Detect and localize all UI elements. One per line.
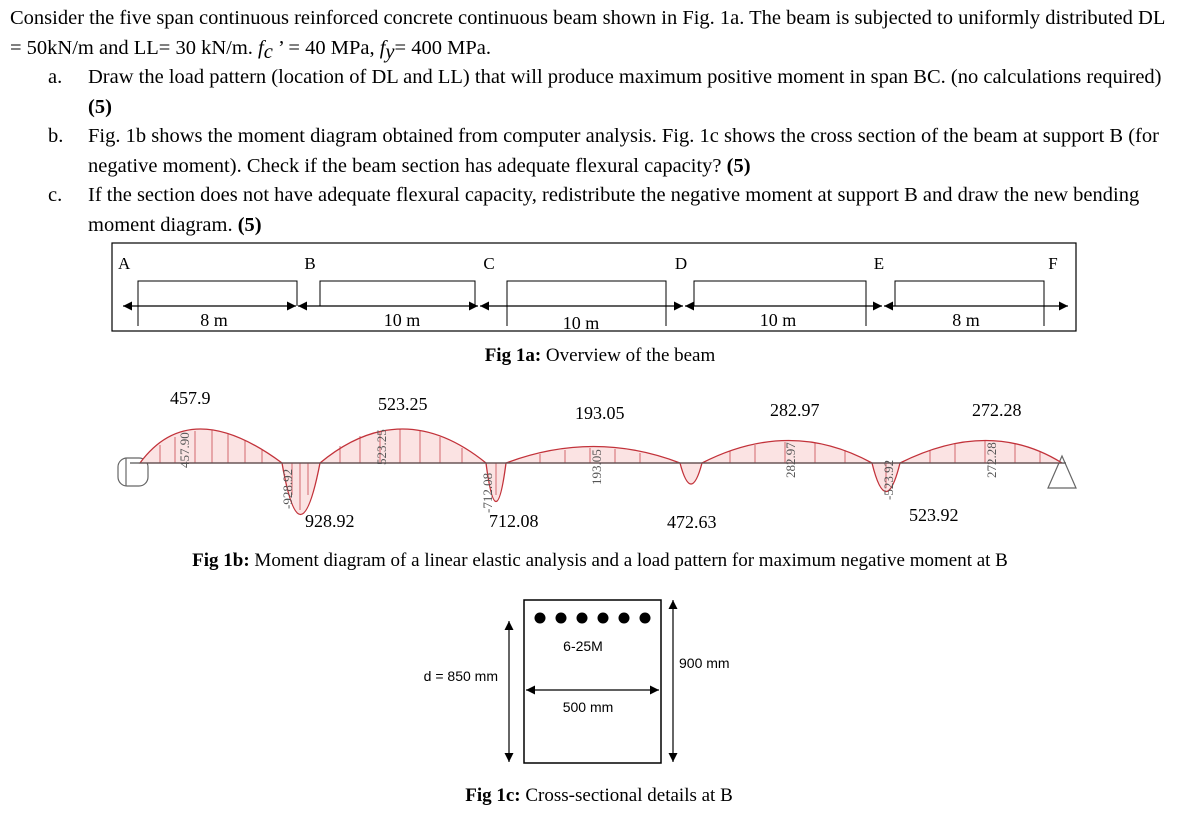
question-marks: (5): [726, 154, 751, 177]
fig1c-caption: [465, 785, 733, 806]
moment-value-b: 928.92: [305, 511, 355, 531]
fig1b-caption-label: Fig 1b:: [192, 550, 250, 571]
positive-lobe-ab: [140, 429, 282, 463]
height-label: 900 mm: [679, 655, 730, 671]
rebar-6: [640, 613, 651, 624]
rebar-5: [619, 613, 630, 624]
rotated-label-c: -712.08: [480, 472, 495, 513]
depth-label: d = 850 mm: [423, 668, 498, 684]
fig1b-caption-text: Moment diagram of a linear elastic analysis and a load pattern for maximum negative moment at B: [249, 550, 1008, 571]
rotated-label-bc: 523.25: [374, 429, 389, 465]
rebar-1: [535, 613, 546, 624]
fig1b-moment-diagram: [118, 388, 1076, 571]
intro-text: Consider the five span continuous reinforced concrete continuous beam shown in Fig. 1a. The beam is subjected to uniformly distributed DL = 50kN/m and LL= 30 kN/m.: [10, 7, 1165, 59]
list-marker: b.: [48, 125, 64, 147]
moment-value-bc: 523.25: [378, 394, 428, 414]
question-marks: (5): [88, 95, 112, 118]
question-text: Fig. 1b shows the moment diagram obtained from computer analysis. Fig. 1c shows the cross section of the beam at support B (for negative moment). Check if the beam section has adequate flexural capacity?: [88, 125, 1159, 177]
fig1a-caption: [485, 345, 716, 366]
moment-value-de: 282.97: [770, 400, 820, 420]
fc-subscript: c: [263, 40, 273, 63]
span-length-cd: 10 m: [562, 313, 600, 333]
fig1c-caption-text: Cross-sectional details at B: [520, 785, 733, 806]
support-label-d: D: [674, 254, 688, 273]
span-box-bc: [320, 281, 475, 306]
span-length-ab: 8 m: [200, 310, 228, 330]
fig1c-cross-section: [424, 600, 733, 806]
rotated-label-de: 282.97: [783, 442, 798, 478]
fig1a-beam-overview: [112, 243, 1076, 366]
rotated-label-ab: 457.90: [177, 432, 192, 468]
list-marker: c.: [48, 184, 63, 206]
fig1b-caption: [192, 550, 1008, 571]
fy-symbol: f: [379, 36, 386, 59]
fc-value: ’ = 40 MPa,: [272, 36, 380, 59]
negative-lobe-d: [680, 463, 702, 484]
support-label-c: C: [483, 254, 495, 273]
fy-subscript: y: [385, 40, 395, 63]
question-text: Draw the load pattern (location of DL and LL) that will produce maximum positive moment in span BC. (no calculations required): [88, 66, 1162, 88]
section-dimensions: [509, 600, 673, 762]
support-label-a: A: [118, 254, 131, 273]
moment-value-d: 472.63: [667, 512, 717, 532]
fc-symbol: f: [258, 36, 264, 59]
span-length-de: 10 m: [759, 310, 797, 330]
moment-value-e: 523.92: [909, 505, 959, 525]
moment-value-c: 712.08: [489, 511, 539, 531]
support-label-f: F: [1048, 254, 1058, 273]
span-length-bc: 10 m: [383, 310, 421, 330]
moment-value-ef: 272.28: [972, 400, 1022, 420]
fig1c-caption-label: Fig 1c:: [465, 785, 521, 806]
rotated-label-b: -928.92: [280, 468, 295, 509]
support-label-e: E: [873, 254, 885, 273]
section-outline: [524, 600, 661, 763]
rotated-label-e: -523.92: [881, 459, 896, 500]
positive-lobe-bc: [320, 429, 486, 463]
support-label-b: B: [304, 254, 316, 273]
fig1a-caption-label: Fig 1a:: [484, 345, 542, 366]
rotated-label-cd: 193.05: [589, 449, 604, 485]
moment-value-ab: 457.9: [170, 388, 211, 408]
moment-value-cd: 193.05: [575, 403, 625, 423]
rebar-group: [535, 613, 651, 624]
span-length-ef: 8 m: [952, 310, 980, 330]
rebar-2: [556, 613, 567, 624]
question-marks: (5): [237, 213, 262, 236]
rotated-label-ef: 272.28: [984, 442, 999, 478]
rebar-3: [577, 613, 588, 624]
rebar-label: 6-25M: [563, 638, 603, 654]
list-marker: a.: [48, 66, 63, 88]
rebar-4: [598, 613, 609, 624]
question-text: If the section does not have adequate flexural capacity, redistribute the negative moment at support B and draw the new bending moment diagram.: [88, 184, 1140, 236]
fig1a-caption-text: Overview of the beam: [541, 345, 716, 366]
width-label: 500 mm: [562, 699, 614, 715]
fy-value: = 400 MPa.: [394, 36, 491, 59]
positive-lobe-ef: [900, 441, 1062, 464]
